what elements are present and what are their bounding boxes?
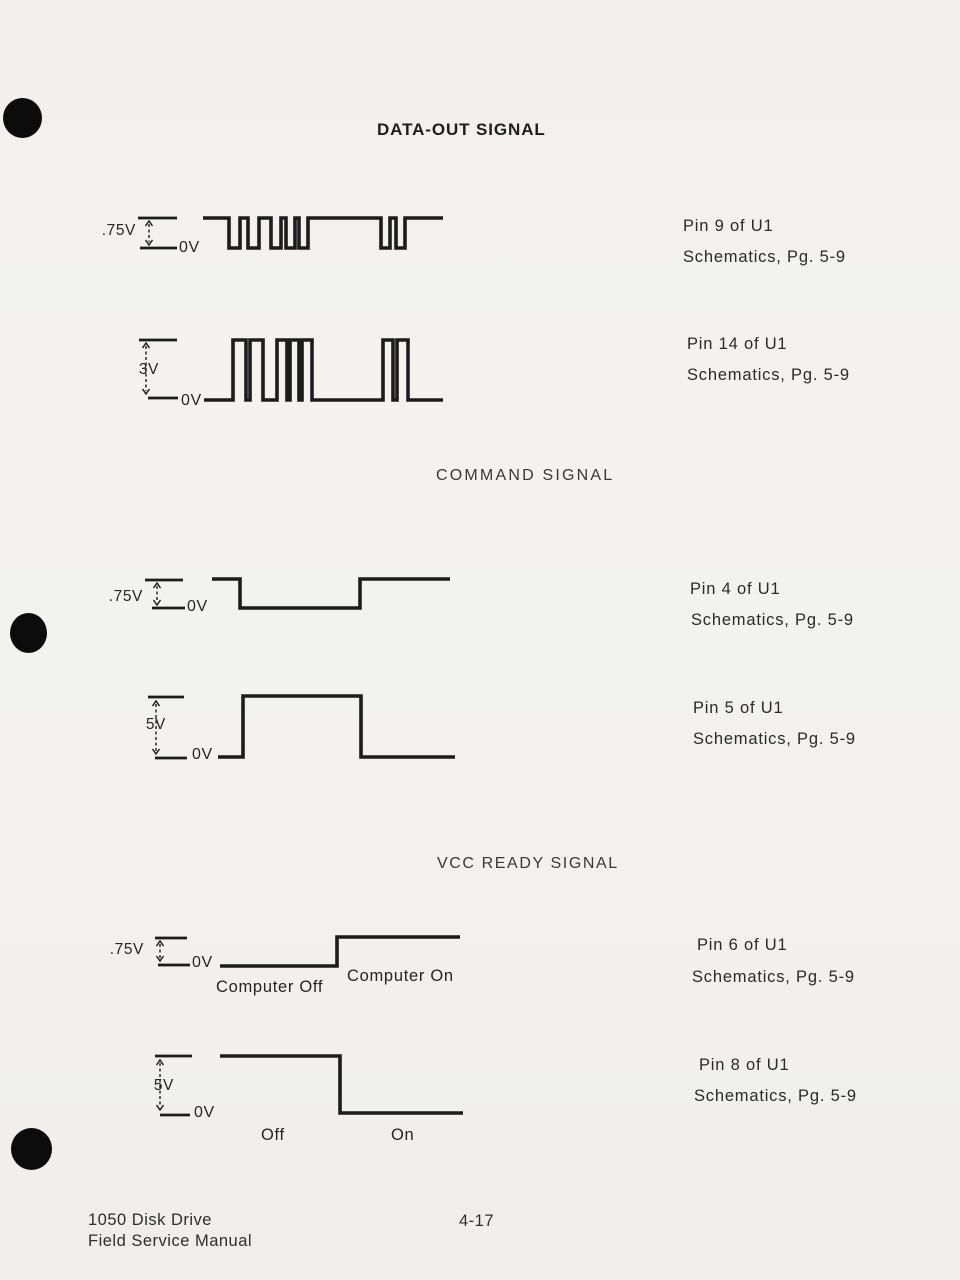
section-title-data-out: DATA-OUT SIGNAL [377,120,546,139]
pin-label: Pin 9 of U1 [683,217,774,235]
pin-label: Pin 6 of U1 [697,936,788,954]
amplitude-label: .75V [108,588,143,605]
schematic-ref: Schematics, Pg. 5-9 [694,1087,857,1105]
schematic-ref: Schematics, Pg. 5-9 [687,366,850,384]
footer-doc-title: 1050 Disk Drive [88,1211,212,1229]
footer-page-number: 4-17 [459,1212,495,1230]
baseline-label: 0V [192,746,213,763]
pin-label: Pin 5 of U1 [693,699,784,717]
amplitude-label: 3V [138,361,159,378]
baseline-label: 0V [187,598,208,615]
amplitude-label: 5V [153,1077,174,1094]
section-title-command: COMMAND SIGNAL [436,467,615,484]
schematic-ref: Schematics, Pg. 5-9 [683,248,846,266]
footer-doc-subtitle: Field Service Manual [88,1232,253,1250]
pin-label: Pin 8 of U1 [699,1056,790,1074]
amplitude-label: .75V [109,941,144,958]
state-off-label: Off [261,1126,285,1144]
amplitude-label: 5V [145,716,166,733]
baseline-label: 0V [194,1104,215,1121]
pin-label: Pin 4 of U1 [690,580,781,598]
schematic-ref: Schematics, Pg. 5-9 [691,611,854,629]
schematic-ref: Schematics, Pg. 5-9 [692,968,855,986]
state-on-label: Computer On [347,967,454,985]
baseline-label: 0V [181,392,202,409]
pin-label: Pin 14 of U1 [687,335,788,353]
baseline-label: 0V [179,239,200,256]
baseline-label: 0V [192,954,213,971]
schematic-ref: Schematics, Pg. 5-9 [693,730,856,748]
amplitude-label: .75V [101,222,136,239]
section-title-vcc-ready: VCC READY SIGNAL [437,855,619,872]
state-off-label: Computer Off [216,978,324,996]
state-on-label: On [391,1126,415,1144]
